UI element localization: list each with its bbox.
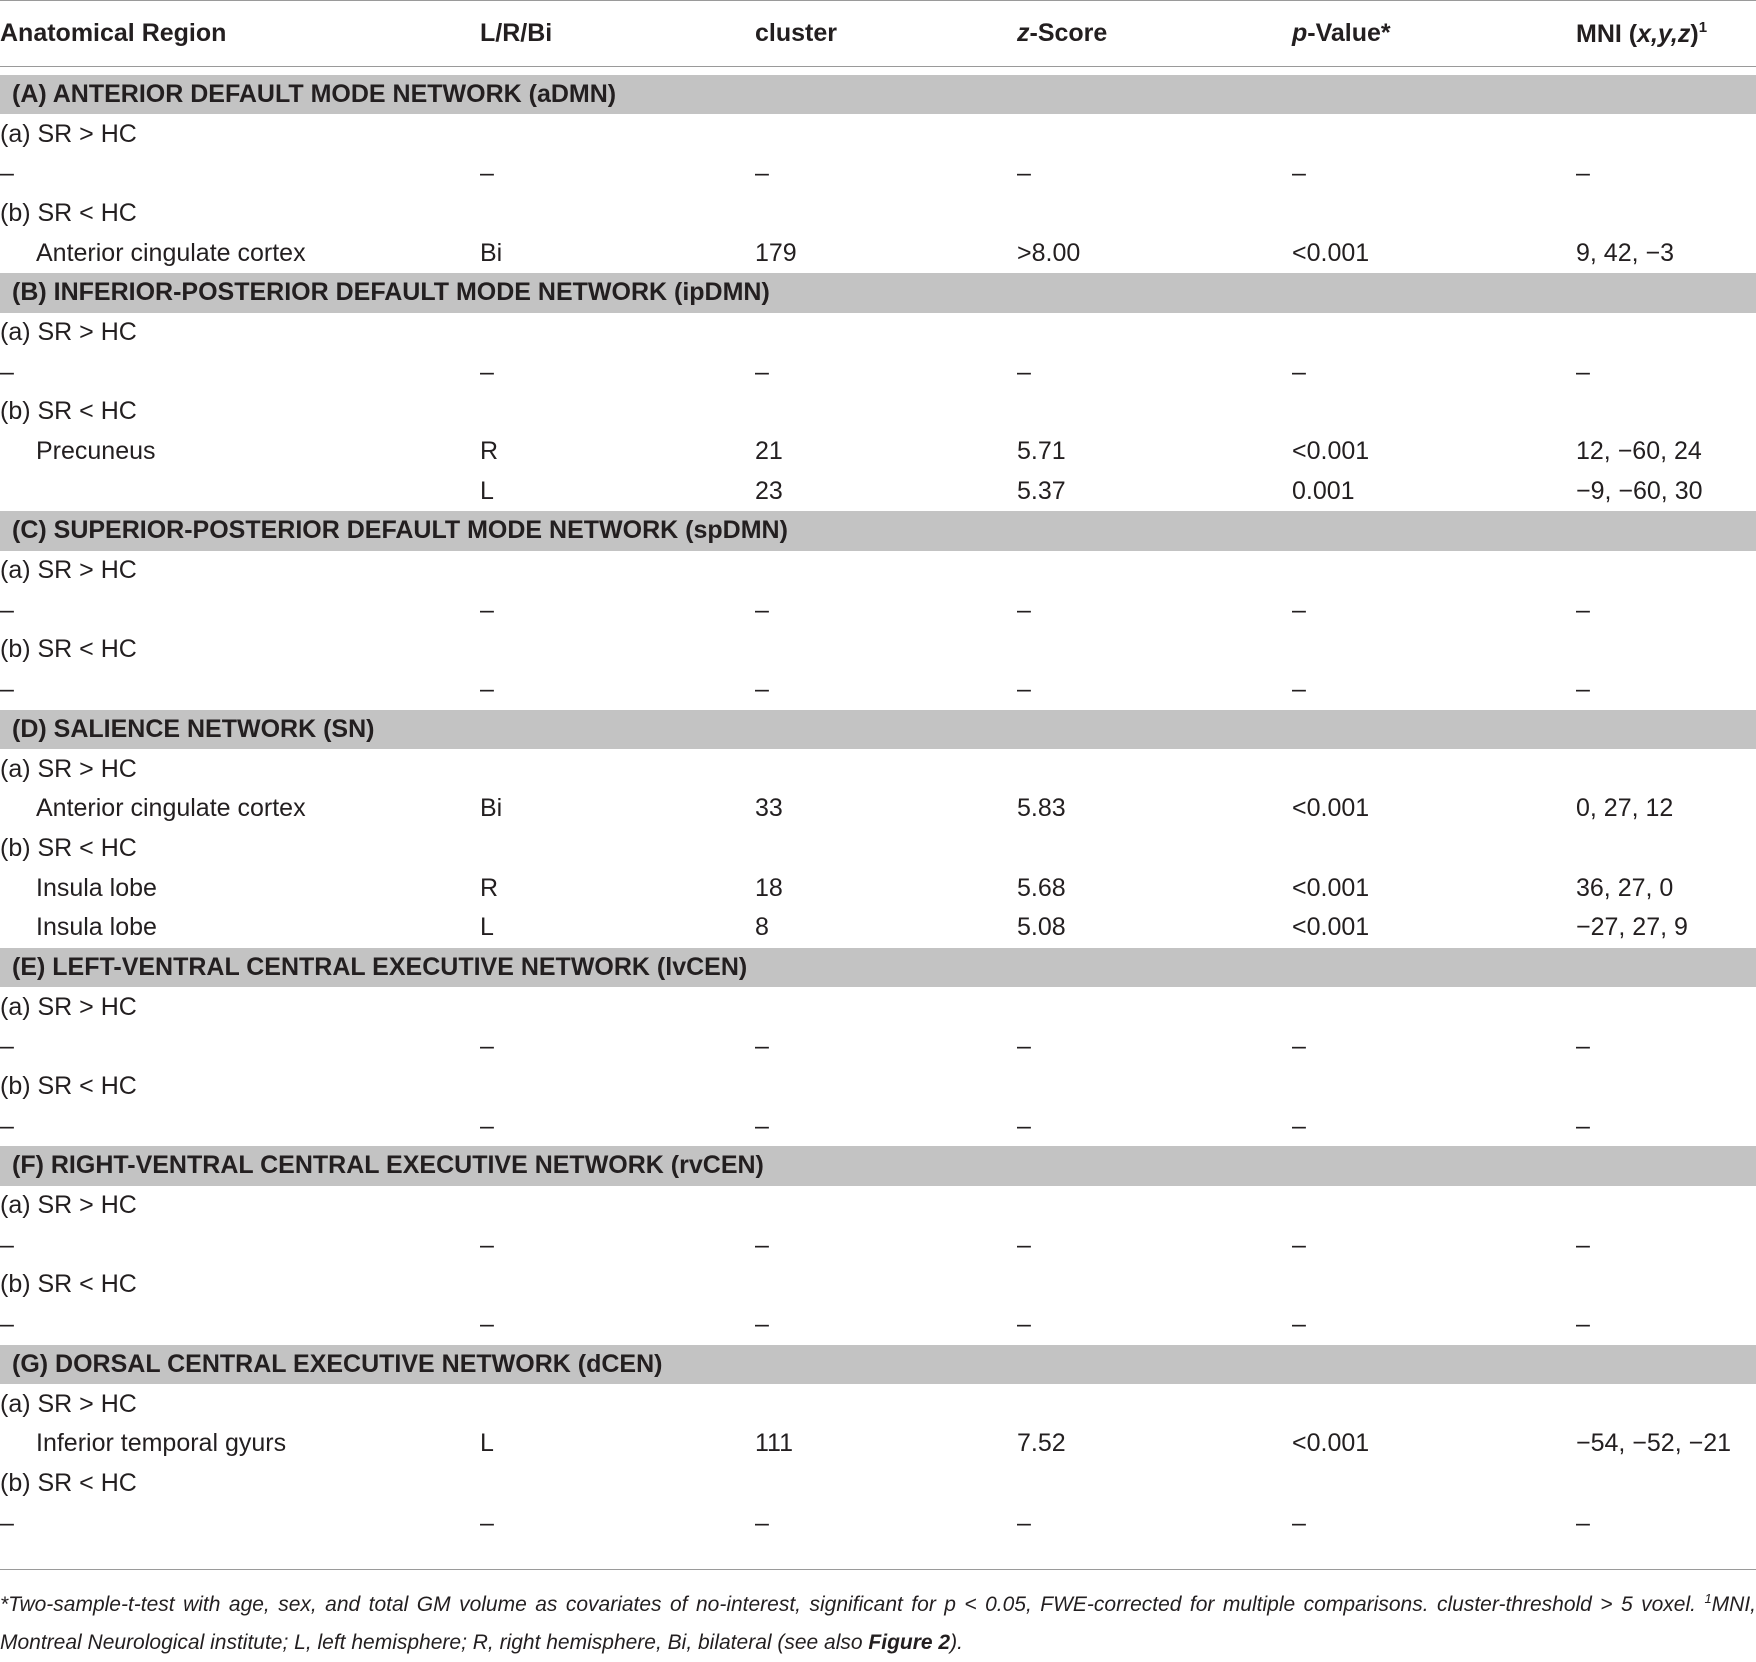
comparison-row <box>0 1384 1756 1424</box>
cell-cluster: 18 <box>755 873 783 902</box>
cell-side: L <box>480 476 494 505</box>
cell-region <box>0 471 480 511</box>
comparison-row <box>0 114 1756 154</box>
comparison-label: (b) SR < HC <box>0 833 137 862</box>
comparison-row <box>0 313 1756 353</box>
cell-mni: – <box>1576 1508 1590 1537</box>
cell-side: – <box>480 1230 494 1259</box>
comparison-label: (a) SR > HC <box>0 317 137 346</box>
cell-cluster: – <box>755 1230 769 1259</box>
cell-z-score: 5.68 <box>1017 873 1066 902</box>
cell-z-score: – <box>1017 675 1031 704</box>
cell-region: Anterior cingulate cortex <box>36 238 306 267</box>
cell-cluster: – <box>755 1310 769 1339</box>
comparison-row <box>0 1464 1756 1504</box>
cell-mni: – <box>1576 675 1590 704</box>
cell-cluster: 33 <box>755 794 783 823</box>
table-row <box>0 233 1756 273</box>
table-row <box>0 352 1756 392</box>
section-header-row <box>0 1146 1756 1186</box>
table-row <box>0 1305 1756 1345</box>
table-row <box>0 868 1756 908</box>
cell-p-value: – <box>1292 1230 1306 1259</box>
table-row <box>0 670 1756 710</box>
spacer-row <box>0 67 1756 75</box>
cell-mni: −27, 27, 9 <box>1576 913 1688 942</box>
cell-z-score: – <box>1017 357 1031 386</box>
header-anatomical-region: Anatomical Region <box>0 1 480 67</box>
cell-mni: −9, −60, 30 <box>1576 476 1703 505</box>
cell-side: Bi <box>480 238 503 267</box>
cell-p-value: – <box>1292 1310 1306 1339</box>
cell-p-value: – <box>1292 675 1306 704</box>
cell-p-value: <0.001 <box>1292 437 1370 466</box>
header-cluster: cluster <box>755 1 1017 67</box>
section-title: (F) RIGHT-VENTRAL CENTRAL EXECUTIVE NETWORK (rvCEN) <box>0 1146 1756 1186</box>
cell-region: Anterior cingulate cortex <box>36 794 306 823</box>
cell-cluster: – <box>755 1111 769 1140</box>
section-header-row <box>0 75 1756 115</box>
cell-region: Precuneus <box>36 437 156 466</box>
cell-z-score: – <box>1017 1508 1031 1537</box>
table-header <box>0 1 1756 67</box>
table-row <box>0 1503 1756 1543</box>
comparison-row <box>0 551 1756 591</box>
header-mni: MNI $(x,y,z)^1$ <box>1576 1 1756 67</box>
comparison-label: (b) SR < HC <box>0 1468 137 1497</box>
cell-side: L <box>480 913 494 942</box>
comparison-label: (b) SR < HC <box>0 1072 137 1101</box>
cell-p-value: <0.001 <box>1292 873 1370 902</box>
cell-mni: −54, −52, −21 <box>1576 1429 1732 1458</box>
cell-z-score: – <box>1017 595 1031 624</box>
cell-mni: – <box>1576 1310 1590 1339</box>
comparison-label: (a) SR > HC <box>0 1389 137 1418</box>
cell-side: L <box>480 1429 494 1458</box>
cell-region: – <box>0 1111 14 1140</box>
table-row <box>0 1027 1756 1067</box>
cell-p-value: – <box>1292 595 1306 624</box>
table-row <box>0 154 1756 194</box>
cell-side: – <box>480 1310 494 1339</box>
comparison-label: (b) SR < HC <box>0 635 137 664</box>
cell-z-score: – <box>1017 1230 1031 1259</box>
cell-cluster: – <box>755 159 769 188</box>
section-header-row <box>0 1345 1756 1385</box>
section-title: (C) SUPERIOR-POSTERIOR DEFAULT MODE NETWORK (spDMN) <box>0 511 1756 551</box>
comparison-label: (b) SR < HC <box>0 397 137 426</box>
cell-side: Bi <box>480 794 503 823</box>
cell-cluster: 8 <box>755 913 769 942</box>
table-row <box>0 1424 1756 1464</box>
cell-mni: – <box>1576 357 1590 386</box>
cell-mni: 12, −60, 24 <box>1576 437 1702 466</box>
cell-p-value: 0.001 <box>1292 476 1355 505</box>
cell-cluster: – <box>755 1032 769 1061</box>
section-title: (D) SALIENCE NETWORK (SN) <box>0 710 1756 750</box>
section-header-row <box>0 948 1756 988</box>
cell-mni: – <box>1576 1111 1590 1140</box>
cell-region: – <box>0 595 14 624</box>
cell-mni: – <box>1576 1230 1590 1259</box>
comparison-row <box>0 392 1756 432</box>
cell-p-value: – <box>1292 357 1306 386</box>
comparison-row <box>0 1265 1756 1305</box>
cell-p-value: – <box>1292 159 1306 188</box>
cell-mni: 36, 27, 0 <box>1576 873 1674 902</box>
comparison-row <box>0 749 1756 789</box>
comparison-label: (b) SR < HC <box>0 198 137 227</box>
comparison-label: (a) SR > HC <box>0 754 137 783</box>
table-body <box>0 67 1756 1543</box>
cell-p-value: – <box>1292 1508 1306 1537</box>
cell-side: – <box>480 1508 494 1537</box>
comparison-row <box>0 194 1756 234</box>
cell-side: – <box>480 1032 494 1061</box>
table-footnote: *Two-sample-t-test with age, sex, and total GM volume as covariates of no-interest, significant for p < 0.05, FWE-corrected for multiple comparisons. cluster-threshold > 5 voxel. $^1$MNI, Montreal Neurological institute; L, left hemisphere; R, right hemisphere, Bi, bilateral (see also Figure 2). <box>0 1591 1756 1654</box>
cell-z-score: – <box>1017 1032 1031 1061</box>
cell-z-score: 5.71 <box>1017 437 1066 466</box>
cell-cluster: 179 <box>755 238 797 267</box>
cell-z-score: 5.08 <box>1017 913 1066 942</box>
comparison-row <box>0 829 1756 869</box>
section-title: (G) DORSAL CENTRAL EXECUTIVE NETWORK (dCEN) <box>0 1345 1756 1385</box>
cell-z-score: – <box>1017 1310 1031 1339</box>
cell-region: – <box>0 1508 14 1537</box>
section-header-row <box>0 273 1756 313</box>
comparison-row <box>0 630 1756 670</box>
comparison-row <box>0 1186 1756 1226</box>
cell-region: Inferior temporal gyurs <box>36 1429 287 1458</box>
cell-region: – <box>0 1032 14 1061</box>
header-p-value: p-Value* <box>1292 1 1576 67</box>
header-side: L/R/Bi <box>480 1 755 67</box>
comparison-label: (b) SR < HC <box>0 1270 137 1299</box>
table-row <box>0 590 1756 630</box>
cell-cluster: 21 <box>755 437 783 466</box>
cell-cluster: 111 <box>755 1429 794 1458</box>
table-row <box>0 432 1756 472</box>
header-z-score: z-Score <box>1017 1 1292 67</box>
table-row <box>0 1106 1756 1146</box>
comparison-label: (a) SR > HC <box>0 119 137 148</box>
cell-z-score: 5.37 <box>1017 476 1066 505</box>
table-row <box>0 908 1756 948</box>
cell-z-score: – <box>1017 159 1031 188</box>
cell-z-score: 5.83 <box>1017 794 1066 823</box>
cell-side: – <box>480 1111 494 1140</box>
cell-z-score: 7.52 <box>1017 1429 1066 1458</box>
cell-p-value: <0.001 <box>1292 913 1370 942</box>
table-row <box>0 789 1756 829</box>
cell-cluster: 23 <box>755 476 783 505</box>
cell-mni: 0, 27, 12 <box>1576 794 1674 823</box>
comparison-row <box>0 1067 1756 1107</box>
cell-p-value: – <box>1292 1032 1306 1061</box>
cell-region: Insula lobe <box>36 913 157 942</box>
cell-p-value: <0.001 <box>1292 238 1370 267</box>
cell-cluster: – <box>755 595 769 624</box>
cell-region: Insula lobe <box>36 873 157 902</box>
section-title: (B) INFERIOR-POSTERIOR DEFAULT MODE NETWORK (ipDMN) <box>0 273 1756 313</box>
section-header-row <box>0 710 1756 750</box>
table-row <box>0 471 1756 511</box>
cell-side: – <box>480 675 494 704</box>
section-title: (E) LEFT-VENTRAL CENTRAL EXECUTIVE NETWORK (lvCEN) <box>0 948 1756 988</box>
cell-side: – <box>480 159 494 188</box>
cell-region: – <box>0 675 14 704</box>
cell-p-value: <0.001 <box>1292 1429 1370 1458</box>
cell-mni: – <box>1576 159 1590 188</box>
comparison-label: (a) SR > HC <box>0 1191 137 1220</box>
section-header-row <box>0 511 1756 551</box>
cell-region: – <box>0 357 14 386</box>
table-bottom-rule <box>0 1569 1756 1570</box>
comparison-label: (a) SR > HC <box>0 556 137 585</box>
cell-p-value: – <box>1292 1111 1306 1140</box>
cell-mni: – <box>1576 1032 1590 1061</box>
cell-cluster: – <box>755 357 769 386</box>
cell-p-value: <0.001 <box>1292 794 1370 823</box>
cell-z-score: >8.00 <box>1017 238 1081 267</box>
cell-side: R <box>480 873 499 902</box>
cell-side: – <box>480 595 494 624</box>
cell-mni: – <box>1576 595 1590 624</box>
cell-region: – <box>0 1310 14 1339</box>
cell-mni: 9, 42, −3 <box>1576 238 1674 267</box>
table-row <box>0 1225 1756 1265</box>
section-title: (A) ANTERIOR DEFAULT MODE NETWORK (aDMN) <box>0 75 1756 115</box>
cell-side: – <box>480 357 494 386</box>
cell-cluster: – <box>755 1508 769 1537</box>
cell-region: – <box>0 1230 14 1259</box>
cell-z-score: – <box>1017 1111 1031 1140</box>
comparison-row <box>0 987 1756 1027</box>
cell-side: R <box>480 437 499 466</box>
cell-region: – <box>0 159 14 188</box>
comparison-label: (a) SR > HC <box>0 992 137 1021</box>
cell-cluster: – <box>755 675 769 704</box>
